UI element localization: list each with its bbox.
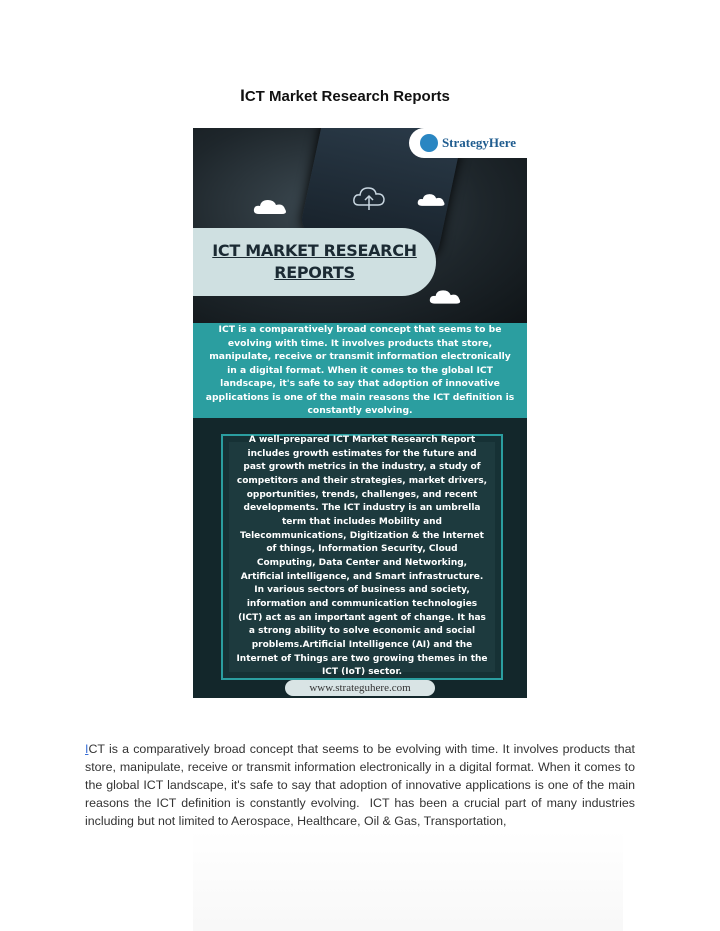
infographic-title-banner: [193, 228, 436, 296]
details-box-inner: [229, 435, 495, 678]
body-paragraph-part-1: CT is a comparatively broad concept that seems to be evolving with time. It involves products that store, manipulate, receive or transmit information electronically in a digital format. When it comes to the global ICT landscape, it's safe to say that adoption of innovative applications is one of the main reasons the ICT definition is constantly evolving.: [85, 742, 635, 810]
intro-paragraph: ICT is a comparatively broad concept that seems to be evolving with time. It involves products that store, manipulate, receive or transmit information electronically in a digital format. When it comes to the global ICT landscape, it's safe to say that adoption of innovative applications is one of the main reasons the ICT definition is constantly evolving.: [205, 323, 515, 417]
infographic-image: [193, 128, 527, 698]
logo-mark-icon: [420, 134, 438, 152]
website-url: www.strateguhere.com: [285, 680, 435, 696]
page-title-rest: CT Market Research Reports: [244, 88, 450, 105]
details-paragraph: A well-prepared ICT Market Research Report includes growth estimates for the future and past growth metrics in the industry, a study of competitors and their strategies, market drivers, opportunities, trends, challenges, and recent developments. The ICT industry is an umbrella term that includes Mobility and Telecommunications, Digitization & the Internet of things, Information Security, Cloud Computing, Data Center and Networking, Artificial intelligence, and Smart infrastructure. In various sectors of business and society, information and communication technologies (ICT) act as an important agent of change. It has a strong ability to solve economic and social problems.Artificial Intelligence (AI) and the Internet of Things are two growing themes in the ICT (IoT) sector.: [236, 435, 488, 678]
cloud-icon: [417, 192, 447, 208]
intro-band: [193, 323, 527, 418]
logo-text: StrategyHere: [441, 135, 517, 150]
page-title-initial: I: [240, 86, 245, 105]
details-box: [221, 434, 503, 680]
body-first-letter: I: [85, 742, 89, 756]
body-paragraph: [85, 740, 635, 830]
infographic-header-photo: [193, 128, 527, 326]
cloud-icon: [253, 198, 289, 216]
strategyhere-logo: [409, 128, 527, 158]
body-paragraph-part-2: ICT has been a crucial part of many industries including but not limited to Aerospace, Healthcare, Oil & Gas, Transportation,: [85, 796, 635, 828]
banner-title-line-2: REPORTS: [274, 263, 355, 282]
cloud-icon: [429, 288, 463, 306]
faded-background: [193, 830, 623, 931]
banner-title-line-1: ICT MARKET RESEARCH: [212, 241, 417, 260]
details-section: [193, 418, 527, 698]
cloud-upload-icon: [351, 183, 387, 213]
page-title: [0, 86, 690, 106]
